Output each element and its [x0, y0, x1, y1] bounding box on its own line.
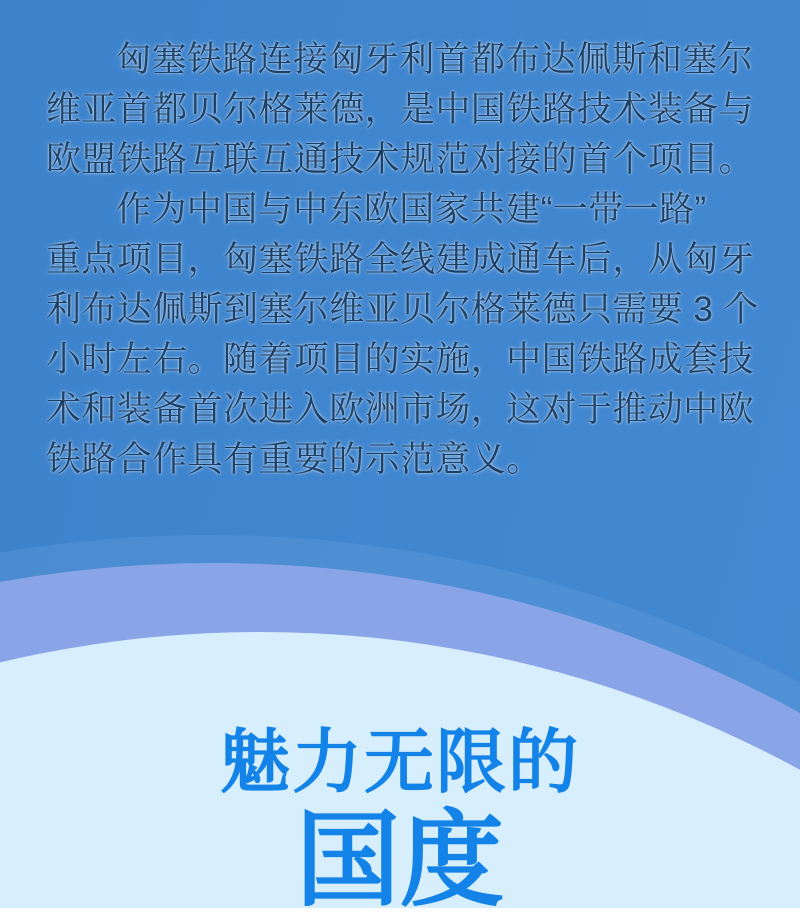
article-line: 利布达佩斯到塞尔维亚贝尔格莱德只需要 3 个 — [46, 290, 759, 329]
section-title-line1: 魅力无限的 — [220, 725, 580, 802]
article-line: 术和装备首次进入欧洲市场，这对于推动中欧 — [46, 390, 755, 429]
article-line: 维亚首都贝尔格莱德，是中国铁路技术装备与 — [46, 90, 755, 129]
article-line: 作为中国与中东欧国家共建“一带一路” — [116, 190, 707, 229]
section-title-line2: 国度 — [295, 803, 504, 911]
section-title-block — [0, 700, 800, 911]
article-line: 匈塞铁路连接匈牙利首都布达佩斯和塞尔 — [116, 40, 754, 79]
article-line: 小时左右。随着项目的实施，中国铁路成套技 — [46, 340, 755, 379]
article-line: 重点项目，匈塞铁路全线建成通车后，从匈牙 — [46, 240, 755, 279]
article-line: 铁路合作具有重要的示范意义。 — [46, 440, 542, 479]
article-text-block — [46, 35, 759, 485]
article-line: 欧盟铁路互联互通技术规范对接的首个项目。 — [46, 140, 755, 179]
